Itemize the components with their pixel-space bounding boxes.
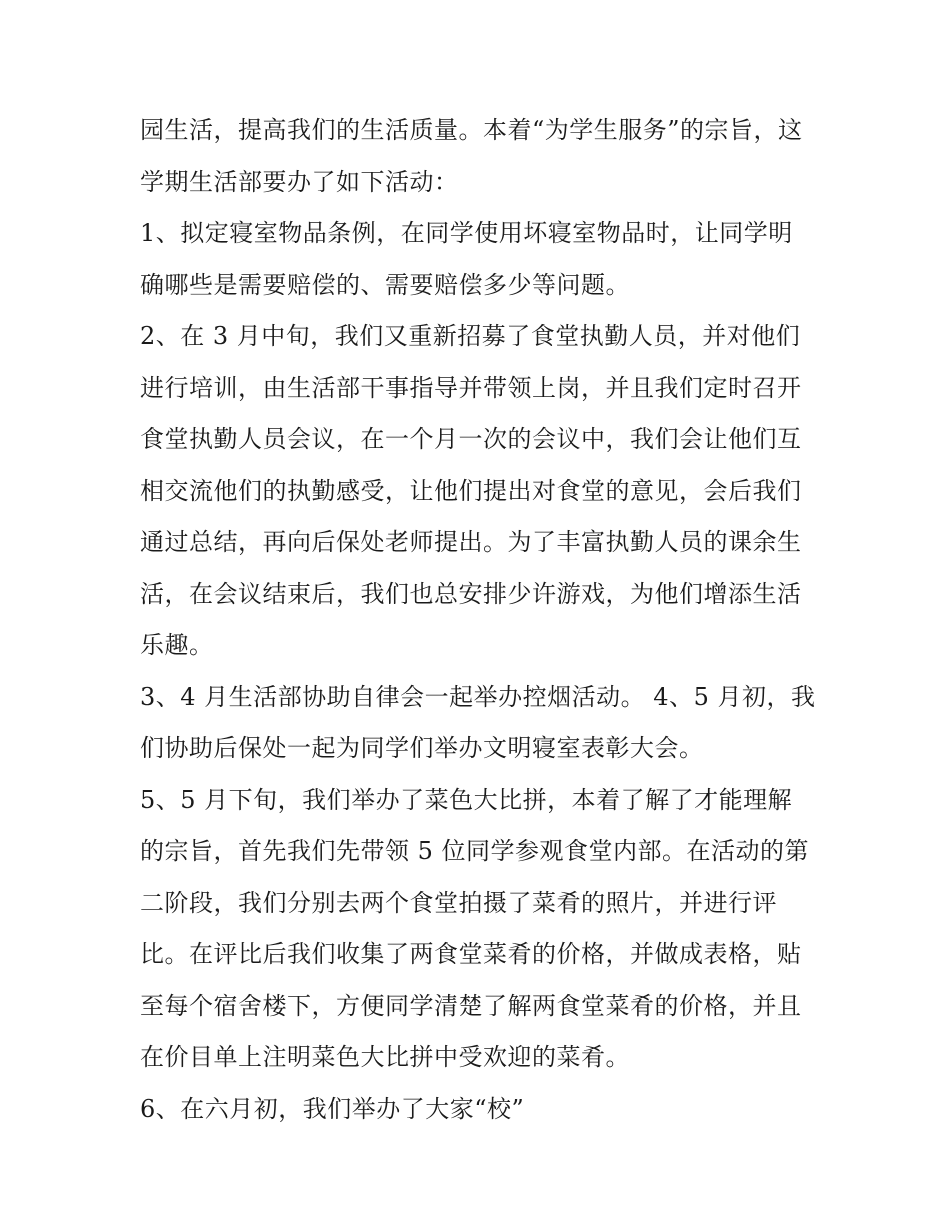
text-line: 学期生活部要办了如下活动：	[140, 167, 459, 196]
text-line: 2、在 3 月中旬，我们又重新招募了食堂执勤人员，并对他们	[140, 322, 801, 350]
text-line: 园生活，提高我们的生活质量。本着“为学生服务”的宗旨，这	[140, 116, 803, 144]
text-line: 相交流他们的执勤感受，让他们提出对食堂的意见，会后我们	[140, 476, 802, 505]
text-line: 6、在六月初，我们举办了大家“校”	[140, 1094, 525, 1123]
text-line: 们协助后保处一起为同学们举办文明寝室表彰大会。	[140, 734, 704, 762]
text-line: 1、拟定寝室物品条例，在同学使用坏寝室物品时，让同学明	[140, 219, 793, 247]
text-line: 在价目单上注明菜色大比拼中受欢迎的菜肴。	[140, 1043, 630, 1071]
text-line: 活，在会议结束后，我们也总安排少许游戏，为他们增添生活	[140, 579, 802, 608]
text-line: 乐趣。	[140, 631, 214, 659]
text-line: 进行培训，由生活部干事指导并带领上岗，并且我们定时召开	[140, 373, 802, 402]
text-line: 食堂执勤人员会议，在一个月一次的会议中，我们会让他们互	[140, 425, 802, 453]
text-line: 二阶段，我们分别去两个食堂拍摄了菜肴的照片，并进行评	[140, 888, 777, 917]
text-line: 至每个宿舍楼下，方便同学清楚了解两食堂菜肴的价格，并且	[140, 991, 802, 1020]
text-line: 的宗旨，首先我们先带领 5 位同学参观食堂内部。在活动的第	[140, 837, 810, 865]
text-line: 5、5 月下旬，我们举办了菜色大比拼，本着了解了才能理解	[140, 785, 793, 814]
text-line: 确哪些是需要赔偿的、需要赔偿多少等问题。	[140, 270, 630, 299]
text-line: 通过总结，再向后保处老师提出。为了丰富执勤人员的课余生	[140, 528, 802, 556]
text-line: 3、4 月生活部协助自律会一起举办控烟活动。 4、5 月初，我	[140, 682, 816, 711]
body-text	[140, 108, 820, 1138]
text-line: 比。在评比后我们收集了两食堂菜肴的价格，并做成表格，贴	[140, 940, 802, 968]
